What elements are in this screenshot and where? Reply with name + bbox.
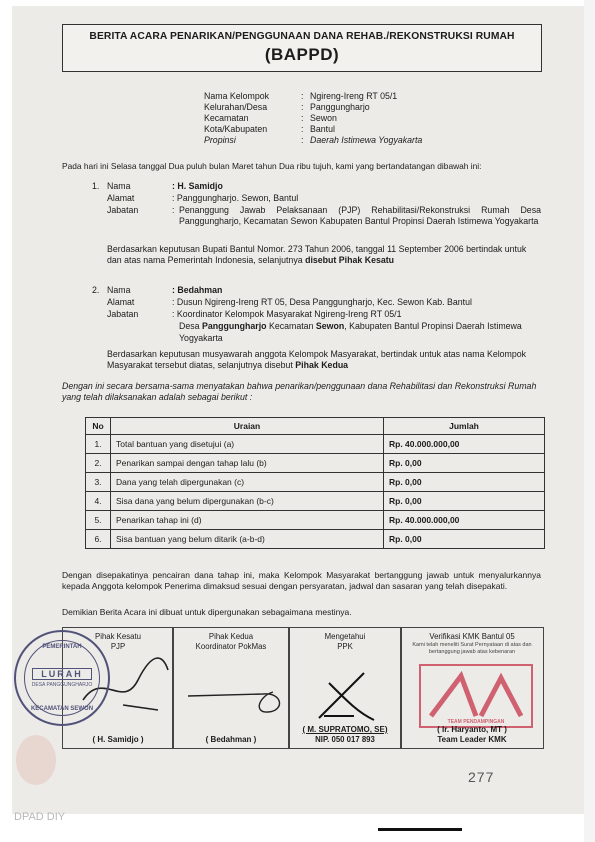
group-label: Kecamatan: [204, 113, 249, 123]
signatory-title: Team Leader KMK: [437, 735, 507, 744]
row-number: 1.: [86, 435, 111, 454]
row-amount: Rp. 0,00: [384, 454, 545, 473]
signatory-nip: NIP. 050 017 893: [315, 735, 375, 744]
group-colon: :: [301, 102, 304, 112]
party-position-line3: Yogyakarta: [179, 333, 223, 343]
row-description: Sisa dana yang belum dipergunakan (b-c): [111, 492, 384, 511]
group-value: Sewon: [310, 113, 337, 123]
party-basis: Berdasarkan keputusan Bupati Bantul Nomor. 273 Tahun 2006, tanggal 11 September 2006 bertindak untuk dan atas nama Pemerintah Indonesia, selanjutnya disebut Pihak Kesatu: [107, 244, 527, 265]
table-header: Jumlah: [384, 418, 545, 435]
scan-margin: [584, 0, 595, 842]
group-value: Panggungharjo: [310, 102, 370, 112]
group-colon: :: [301, 124, 304, 134]
row-number: 4.: [86, 492, 111, 511]
group-colon: :: [301, 135, 304, 145]
row-description: Sisa bantuan yang belum ditarik (a-b-d): [111, 530, 384, 549]
group-label: Kelurahan/Desa: [204, 102, 268, 112]
row-number: 2.: [86, 454, 111, 473]
row-description: Dana yang telah dipergunakan (c): [111, 473, 384, 492]
party-name: : Bedahman: [172, 285, 223, 295]
page-number: 277: [468, 769, 495, 785]
table-row: [86, 473, 545, 492]
title-box: [62, 24, 542, 72]
signature-role: Mengetahui: [324, 632, 366, 641]
scan-edge-bar: [378, 828, 462, 831]
table-row: [86, 511, 545, 530]
red-stamp: [419, 664, 533, 728]
row-amount: Rp. 0,00: [384, 473, 545, 492]
row-amount: Rp. 40.000.000,00: [384, 511, 545, 530]
party-basis: Berdasarkan keputusan musyawarah anggota Kelompok Masyarakat, bertindak untuk atas nama Kelompok Masyarakat tersebut diatas, selanjutnya disebut Pihak Kedua: [107, 349, 527, 370]
row-amount: Rp. 0,00: [384, 530, 545, 549]
signatory-name: ( M. SUPRATOMO, SE): [302, 725, 388, 734]
group-value: Bantul: [310, 124, 335, 134]
statement-paragraph: Dengan ini secara bersama-sama menyatakan bahwa penarikan/penggunaan dana Rehabilitasi dan Rekonstruksi Rumah yang telah dilaksanakan adalah sebagai berikut :: [62, 381, 537, 402]
group-label: Propinsi: [204, 135, 236, 145]
signatory-name: ( Bedahman ): [205, 735, 257, 744]
stamp-emblem-icon: [421, 666, 531, 726]
group-label: Nama Kelompok: [204, 91, 270, 101]
party-label: Nama: [107, 285, 131, 295]
row-number: 3.: [86, 473, 111, 492]
table-header-row: [86, 418, 545, 435]
table-row: [86, 492, 545, 511]
row-number: 6.: [86, 530, 111, 549]
party-position-line2: Desa Panggungharjo Kecamatan Sewon, Kabupaten Bantul Propinsi Daerah Istimewa: [179, 321, 522, 331]
signature-role-sub: PJP: [110, 642, 126, 651]
closing-paragraph: Dengan disepakatinya pencairan dana tahap ini, maka Kelompok Masyarakat bertanggung jawab untuk menyalurkannya kepada Anggota kelompok Penerima dimaksud sesuai dengan persyaratan, jadwal dan sasaran yang telah disepakati.: [62, 570, 541, 591]
intro-paragraph: Pada hari ini Selasa tanggal Dua puluh bulan Maret tahun Dua ribu tujuh, kami yang bertandatangan dibawah ini:: [62, 161, 482, 171]
table-row: [86, 435, 545, 454]
signature-box-ppk: [288, 627, 402, 749]
party-label: Nama: [107, 181, 131, 191]
party-name: : H. Samidjo: [172, 181, 223, 191]
verification-note: Kami telah meneliti Surat Pernyataan di atas dan bertanggung jawab atas kebenaran: [412, 642, 532, 655]
handwritten-signature: [289, 658, 401, 728]
document-abbreviation: (BAPPD): [264, 45, 340, 64]
party-label: Jabatan: [107, 205, 139, 215]
row-number: 5.: [86, 511, 111, 530]
watermark-text: DPAD DIY: [14, 811, 66, 823]
signature-box-pokmas: [172, 627, 290, 749]
closing-statement: Demikian Berita Acara ini dibuat untuk dipergunakan sebagaimana mestinya.: [62, 607, 352, 617]
group-label: Kota/Kabupaten: [204, 124, 268, 134]
party-label: Alamat: [107, 297, 135, 307]
document-title: BERITA ACARA PENARIKAN/PENGGUNAAN DANA REHAB./REKONSTRUKSI RUMAH: [89, 31, 515, 42]
party-address: : Dusun Ngireng-Ireng RT 05, Desa Panggungharjo, Kec. Sewon Kab. Bantul: [172, 297, 472, 307]
stamp-sub-text: DESA PANGGUNGHARJO: [31, 682, 93, 688]
row-description: Penarikan tahap ini (d): [111, 511, 384, 530]
party-label: Jabatan: [107, 309, 139, 319]
handwritten-signature: [173, 656, 289, 726]
row-amount: Rp. 0,00: [384, 492, 545, 511]
signature-role-sub: PPK: [337, 642, 353, 651]
signatory-name: ( H. Samidjo ): [92, 735, 144, 744]
row-description: Total bantuan yang disetujui (a): [111, 435, 384, 454]
row-amount: Rp. 40.000.000,00: [384, 435, 545, 454]
table-row: [86, 530, 545, 549]
stamp-center-text: LURAH: [32, 668, 92, 680]
stamp-top-text: PEMERINTAH: [42, 644, 82, 650]
signature-role: Pihak Kesatu: [95, 632, 141, 641]
fund-table: [85, 417, 545, 549]
table-header: Uraian: [111, 418, 384, 435]
party-position: Penanggung Jawab Pelaksanaan (PJP) Rehabilitasi/Rekonstruksi Rumah Desa Panggungharjo, Kecamatan Sewon Kabupaten Bantul Propinsi Daerah Istimewa Yogyakarta: [179, 205, 541, 226]
party-number: 1.: [92, 181, 100, 191]
stamp-text: TEAM PENDAMPINGAN: [447, 719, 505, 725]
group-value: Daerah Istimewa Yogyakarta: [310, 135, 423, 145]
party-colon: :: [172, 205, 175, 215]
table-header: No: [86, 418, 111, 435]
party-label: Alamat: [107, 193, 135, 203]
signature-role: Verifikasi KMK Bantul 05: [429, 632, 515, 641]
signature-role-sub: Koordinator PokMas: [195, 642, 267, 651]
group-colon: :: [301, 113, 304, 123]
signature-role: Pihak Kedua: [208, 632, 254, 641]
group-colon: :: [301, 91, 304, 101]
village-stamp: [14, 630, 110, 726]
group-value: Ngireng-Ireng RT 05/1: [310, 91, 398, 101]
stamp-bottom-text: KECAMATAN SEWON: [30, 706, 94, 712]
party-position: : Koordinator Kelompok Masyarakat Ngireng-Ireng RT 05/1: [172, 309, 402, 319]
signature-box-kmk: [400, 627, 544, 749]
row-description: Penarikan sampai dengan tahap lalu (b): [111, 454, 384, 473]
party-number: 2.: [92, 285, 100, 295]
table-row: [86, 454, 545, 473]
signatory-name: ( Ir. Haryanto, MT ): [437, 725, 507, 734]
watermark-emblem: [16, 735, 56, 785]
party-address: : Panggungharjo. Sewon, Bantul: [172, 193, 299, 203]
